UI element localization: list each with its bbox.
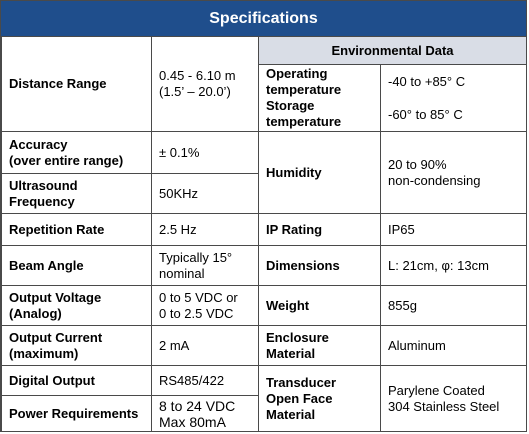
beam-angle-value: Typically 15° nominal [152, 246, 259, 286]
transducer-material-value: Parylene Coated 304 Stainless Steel [381, 366, 527, 432]
output-voltage-label: Output Voltage (Analog) [2, 286, 152, 326]
ultrasound-frequency-label: Ultrasound Frequency [2, 174, 152, 214]
repetition-rate-label: Repetition Rate [2, 214, 152, 246]
digital-output-value: RS485/422 [152, 366, 259, 396]
specifications-table [1, 36, 527, 432]
temperature-labels: Operating temperature Storage temperature [259, 65, 381, 132]
humidity-label: Humidity [259, 132, 381, 214]
enclosure-material-value: Aluminum [381, 326, 527, 366]
output-current-value: 2 mA [152, 326, 259, 366]
enclosure-material-label: Enclosure Material [259, 326, 381, 366]
humidity-value: 20 to 90% non-condensing [381, 132, 527, 214]
environmental-data-header: Environmental Data [259, 37, 527, 65]
output-voltage-value: 0 to 5 VDC or 0 to 2.5 VDC [152, 286, 259, 326]
distance-range-value: 0.45 - 6.10 m (1.5’ – 20.0’) [152, 37, 259, 132]
beam-angle-label: Beam Angle [2, 246, 152, 286]
repetition-rate-value: 2.5 Hz [152, 214, 259, 246]
dimensions-value: L: 21cm, φ: 13cm [381, 246, 527, 286]
weight-label: Weight [259, 286, 381, 326]
power-requirements-label: Power Requirements [2, 396, 152, 432]
ultrasound-frequency-value: 50KHz [152, 174, 259, 214]
ip-rating-value: IP65 [381, 214, 527, 246]
digital-output-label: Digital Output [2, 366, 152, 396]
weight-value: 855g [381, 286, 527, 326]
transducer-material-label: Transducer Open Face Material [259, 366, 381, 432]
temperature-values: -40 to +85° C -60° to 85° C [381, 65, 527, 132]
accuracy-value: ± 0.1% [152, 132, 259, 174]
output-current-label: Output Current (maximum) [2, 326, 152, 366]
dimensions-label: Dimensions [259, 246, 381, 286]
ip-rating-label: IP Rating [259, 214, 381, 246]
accuracy-label: Accuracy (over entire range) [2, 132, 152, 174]
distance-range-label: Distance Range [2, 37, 152, 132]
power-requirements-value: 8 to 24 VDC Max 80mA [152, 396, 259, 432]
page-title: Specifications [1, 1, 526, 36]
